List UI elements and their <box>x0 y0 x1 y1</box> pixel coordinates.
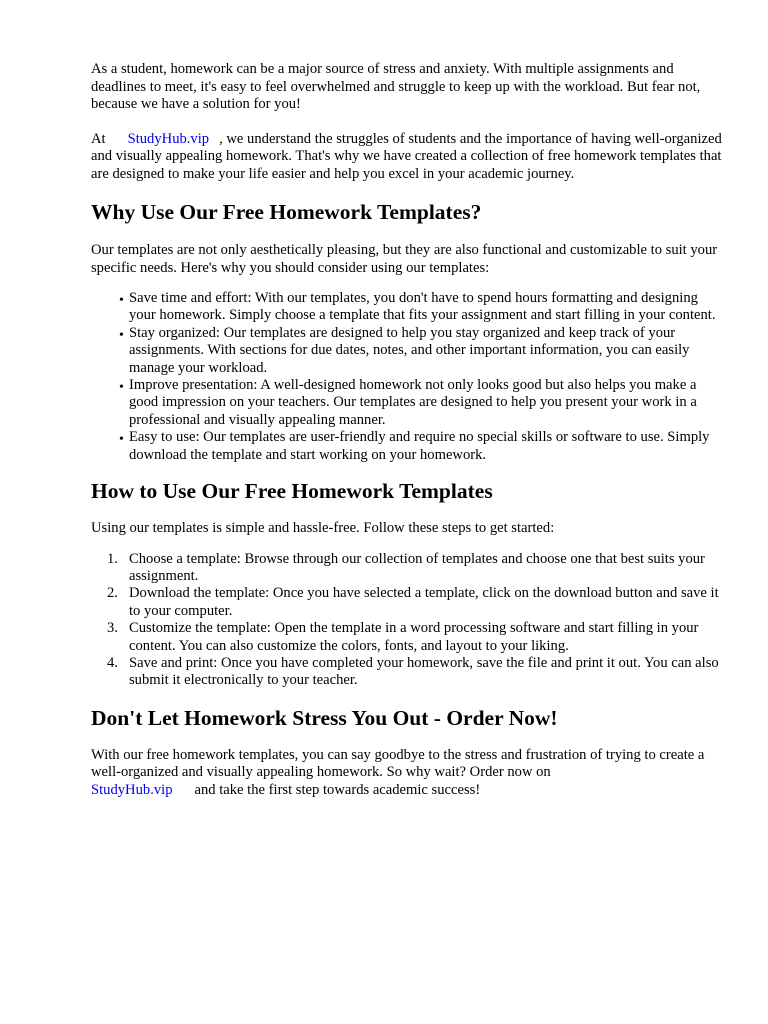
steps-list <box>91 551 723 690</box>
step-text: Customize the template: Open the template in a word processing software and start filling in your content. You can also customize the colors, fonts, and layout to your liking. <box>129 620 699 654</box>
studyhub-intro-paragraph <box>91 131 723 184</box>
order-text-after: and take the first step towards academic success! <box>194 781 481 798</box>
how-intro-paragraph: Using our templates is simple and hassle-free. Follow these steps to get started: <box>91 520 555 537</box>
list-item: • Save time and effort: With our templates, you don't have to spend hours formatting and designing your homework. Simply choose a template that fits your assignment and start filling in your content. <box>129 290 723 325</box>
step-text: Download the template: Once you have selected a template, click on the download button and save it to your computer. <box>129 585 719 619</box>
step-text: Save and print: Once you have completed your homework, save the file and print it out. You can also submit it electronically to your teacher. <box>129 655 719 689</box>
step-number: 2. <box>107 585 118 602</box>
step-text: Choose a template: Browse through our collection of templates and choose one that best suits your assignment. <box>129 550 705 584</box>
why-intro-paragraph: Our templates are not only aesthetically pleasing, but they are also functional and customizable to suit your specific needs. Here's why you should consider using our templates: <box>91 242 718 276</box>
benefits-list <box>91 290 723 464</box>
at-rest-text: , we understand the struggles of students and the importance of having well-organized and visually appealing homework. That's why we have created a collection of free homework templates that are designed to make your life easier and help you excel in your academic journey. <box>91 130 722 182</box>
step-number: 1. <box>107 550 118 567</box>
studyhub-order-link[interactable]: StudyHub.vip <box>91 781 173 798</box>
how-heading: How to Use Our Free Homework Templates <box>91 479 493 504</box>
list-item <box>107 550 723 586</box>
order-text-before: With our free homework templates, you can say goodbye to the stress and frustration of trying to create a well-organized and visually appealing homework. So why wait? Order now on <box>91 746 705 781</box>
list-item <box>107 620 723 655</box>
order-heading: Don't Let Homework Stress You Out - Order Now! <box>91 705 558 730</box>
list-item: • Improve presentation: A well-designed homework not only looks good but also helps you make a good impression on your teachers. Our templates are designed to help you present your work in a professional and visually appealing manner. <box>129 377 723 429</box>
list-item: • Easy to use: Our templates are user-friendly and require no special skills or software to use. Simply download the template and start working on your homework. <box>129 429 723 464</box>
intro-paragraph: As a student, homework can be a major source of stress and anxiety. With multiple assignments and deadlines to meet, it's easy to feel overwhelmed and struggle to keep up with the workload. But fear not, because we have a solution for you! <box>91 61 701 112</box>
document-page <box>91 61 723 799</box>
order-paragraph <box>91 747 723 800</box>
list-item <box>107 585 723 620</box>
at-prefix: At <box>91 130 106 147</box>
list-item: • Stay organized: Our templates are designed to help you stay organized and keep track of your assignments. With sections for due dates, notes, and other important information, you can easily manage your workload. <box>129 325 723 377</box>
why-heading: Why Use Our Free Homework Templates? <box>91 200 482 224</box>
list-item <box>107 655 723 690</box>
step-number: 4. <box>107 655 118 671</box>
step-number: 3. <box>107 620 118 637</box>
studyhub-link[interactable]: StudyHub.vip <box>127 130 210 147</box>
